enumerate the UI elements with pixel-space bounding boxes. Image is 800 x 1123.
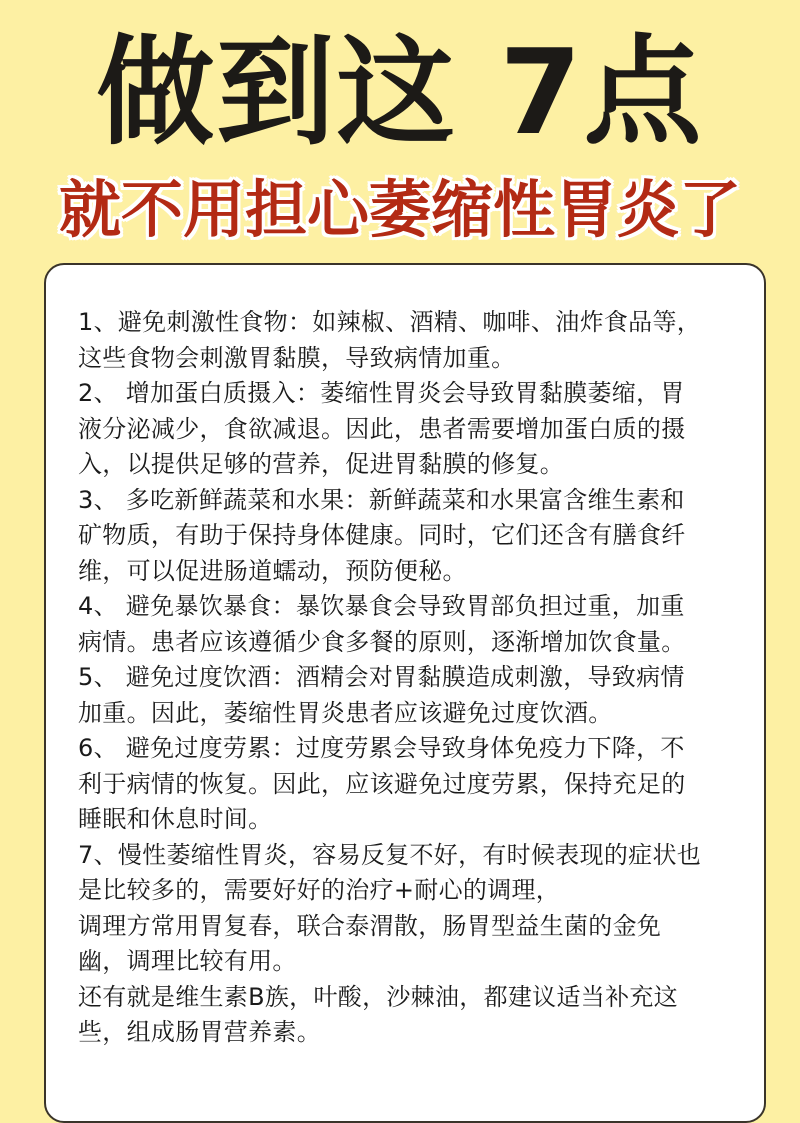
page-subtitle: 就不用担心萎缩性胃炎了 [58,173,741,246]
text-line: 3、 多吃新鲜蔬菜和水果：新鲜蔬菜和水果富含维生素和 [78,485,685,514]
text-line: 还有就是维生素B族，叶酸，沙棘油，都建议适当补充这 [78,982,678,1011]
text-line: 调理方常用胃复春，联合泰渭散，肠胃型益生菌的金免 [78,911,662,940]
text-line: 病情。患者应该遵循少食多餐的原则，逐渐增加饮食量。 [78,627,686,656]
text-line: 这些食物会刺激胃黏膜，导致病情加重。 [78,343,516,372]
text-line: 1、避免刺激性食物：如辣椒、酒精、咖啡、油炸食品等， [78,308,702,336]
text-line: 睡眠和休息时间。 [78,805,273,833]
text-line: 是比较多的，需要好好的治疗+耐心的调理， [78,876,561,904]
text-line: 液分泌减少，食欲减退。因此，患者需要增加蛋白质的摄 [78,414,686,443]
text-line: 矿物质，有助于保持身体健康。同时，它们还含有膳食纤 [78,521,686,549]
text-line: 2、 增加蛋白质摄入：萎缩性胃炎会导致胃黏膜萎缩，胃 [78,379,685,407]
text-line: 5、 避免过度饮酒：酒精会对胃黏膜造成刺激，导致病情 [78,663,685,691]
text-line: 利于病情的恢复。因此，应该避免过度劳累，保持充足的 [78,769,686,798]
text-line: 4、 避免暴饮暴食：暴饮暴食会导致胃部负担过重，加重 [78,592,685,620]
text-line: 入，以提供足够的营养，促进胃黏膜的修复。 [78,450,564,478]
text-line: 加重。因此，萎缩性胃炎患者应该避免过度饮酒。 [78,698,613,727]
content-text [78,305,743,1051]
content-card [44,263,766,1123]
text-line: 7、慢性萎缩性胃炎，容易反复不好，有时候表现的症状也 [78,840,702,869]
text-line: 维，可以促进肠道蠕动，预防便秘。 [78,556,467,585]
text-line: 幽，调理比较有用。 [78,947,297,975]
text-line: 些，组成肠胃营养素。 [78,1018,321,1046]
text-line: 6、 避免过度劳累：过度劳累会导致身体免疫力下降，不 [78,734,685,762]
page-title: 做到这 7点 [96,23,704,161]
